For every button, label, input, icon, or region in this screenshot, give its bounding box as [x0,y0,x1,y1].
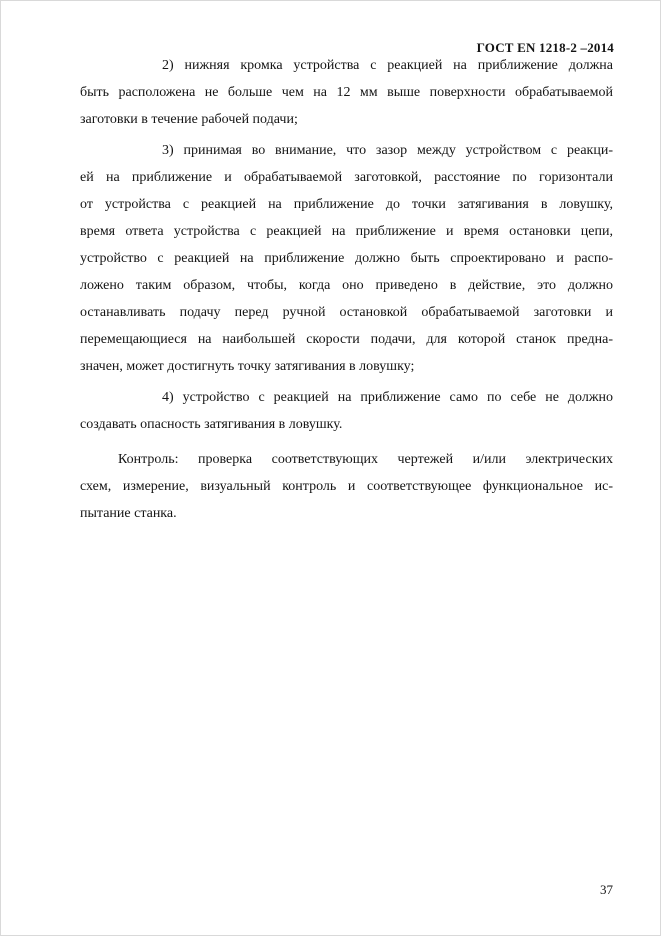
page-number: 37 [600,882,613,897]
paragraph-item-3 [80,141,613,384]
document-code-header: ГОСТ EN 1218-2 –2014 [476,40,614,55]
text-line: быть расположена не больше чем на 12 мм выше поверхности обрабатываемой [80,85,613,100]
text-line: заготовки в течение рабочей подачи; [80,112,298,127]
text-line: схем, измерение, визуальный контроль и соответствующее функциональное ис- [80,479,613,494]
text-line: Контроль: проверка соответствующих чертежей и/или электрических [118,452,613,467]
text-line: время ответа устройства с реакцией на приближение и время остановки цепи, [80,224,613,239]
text-line: устройство с реакцией на приближение должно быть спроектировано и распо- [80,251,613,266]
text-line: перемещающиеся на наибольшей скорости подачи, для которой станок предна- [80,332,613,347]
text-line: 3) принимая во внимание, что зазор между устройством с реакци- [162,143,613,158]
text-line: ложено таким образом, чтобы, когда оно приведено в действие, это должно [80,278,613,293]
text-line: 2) нижняя кромка устройства с реакцией на приближение должна [162,58,613,73]
document-body [80,56,613,531]
paragraph-item-4 [80,388,613,442]
text-line: создавать опасность затягивания в ловушку. [80,417,343,432]
text-line: от устройства с реакцией на приближение до точки затягивания в ловушку, [80,197,613,212]
text-line: значен, может достигнуть точку затягивания в ловушку; [80,359,415,374]
text-line: ей на приближение и обрабатываемой заготовкой, расстояние по горизонтали [80,170,613,185]
text-line: 4) устройство с реакцией на приближение само по себе не должно [162,390,613,405]
text-line: останавливать подачу перед ручной остановкой обрабатываемой заготовки и [80,305,613,320]
text-line: пытание станка. [80,506,177,521]
paragraph-control [80,450,613,531]
paragraph-item-2 [80,56,613,137]
